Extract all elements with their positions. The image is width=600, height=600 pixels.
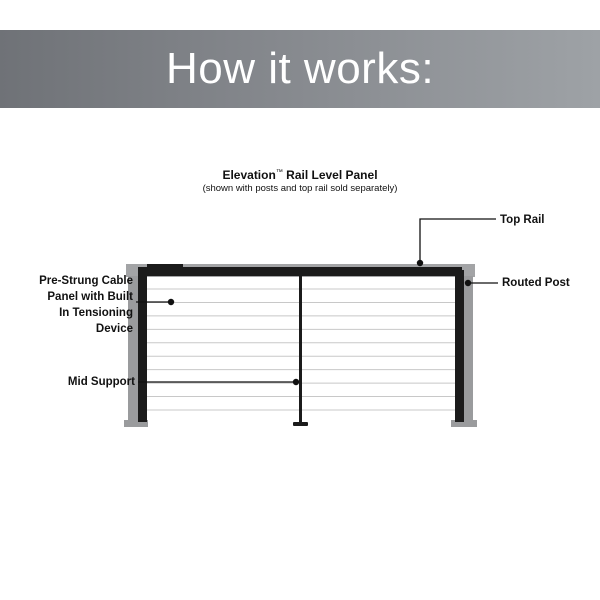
diagram-title-rest: Rail Level Panel bbox=[282, 168, 378, 182]
pre-strung-line-1: Pre-Strung Cable bbox=[39, 275, 133, 287]
mid-support-foot bbox=[293, 422, 308, 426]
diagram-subtitle: (shown with posts and top rail sold separately) bbox=[202, 183, 398, 194]
pre-strung-cable-label bbox=[8, 273, 133, 337]
panel-left-frame bbox=[138, 270, 147, 422]
pre-strung-line-3: In Tensioning bbox=[59, 307, 133, 319]
top-rail-leader bbox=[417, 219, 496, 266]
panel-right-frame bbox=[455, 270, 464, 422]
routed-post-label: Routed Post bbox=[502, 277, 570, 289]
tensioning-device bbox=[147, 264, 183, 270]
trademark-symbol: ™ bbox=[275, 169, 283, 176]
pre-strung-line-4: Device bbox=[95, 323, 133, 335]
pre-strung-line-2: Panel with Built bbox=[47, 291, 133, 303]
mid-support-label: Mid Support bbox=[67, 376, 135, 388]
top-rail-label: Top Rail bbox=[500, 214, 545, 226]
diagram-title-main: Elevation bbox=[222, 168, 276, 182]
mid-support-post bbox=[299, 274, 302, 424]
page-title: How it works: bbox=[165, 44, 435, 93]
routed-post-leader bbox=[465, 280, 498, 286]
mid-support-leader bbox=[138, 379, 299, 385]
